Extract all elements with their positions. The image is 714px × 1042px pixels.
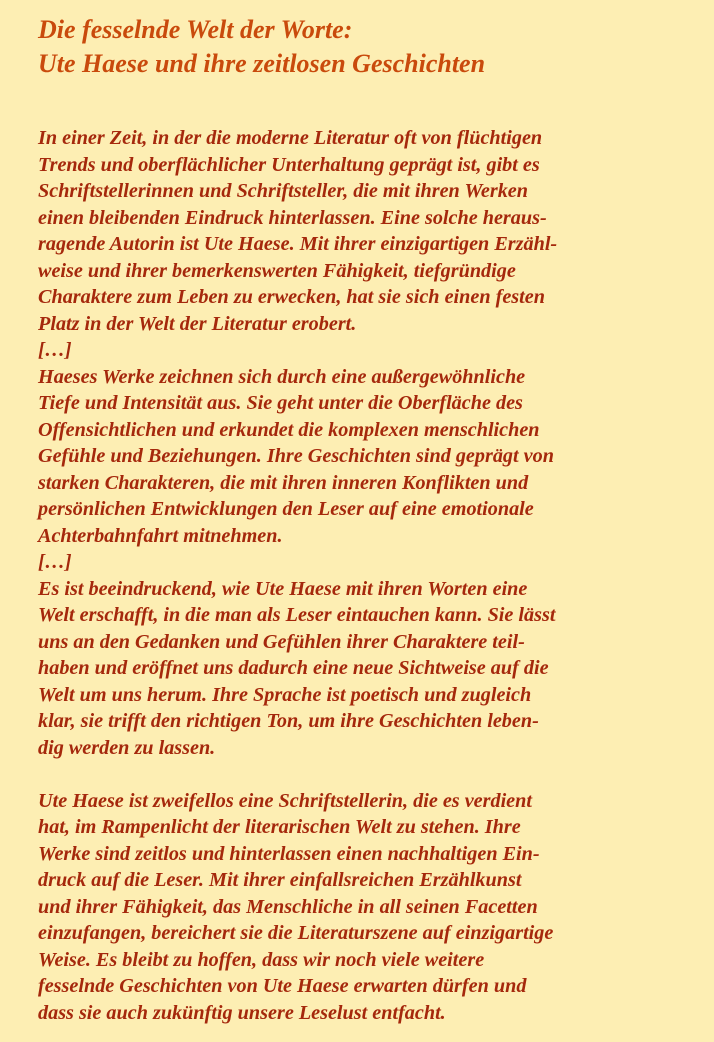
text-line: uns an den Gedanken und Gefühlen ihrer Charaktere teil- xyxy=(38,630,525,653)
title-line-2: Ute Haese und ihre zeitlosen Geschichten xyxy=(38,49,486,78)
text-line: und ihrer Fähigkeit, das Menschliche in all seinen Facetten xyxy=(38,895,538,918)
text-line: Werke sind zeitlos und hinterlassen einen nachhaltigen Ein- xyxy=(38,842,540,865)
text-line: Haeses Werke zeichnen sich durch eine außergewöhnliche xyxy=(38,365,526,388)
paragraph xyxy=(38,576,686,762)
text-line: Es ist beeindruckend, wie Ute Haese mit ihren Worten eine xyxy=(38,577,528,600)
text-line: Offensichtlichen und erkundet die komplexen menschlichen xyxy=(38,418,540,441)
text-line: Charaktere zum Leben zu erwecken, hat sie sich einen festen xyxy=(38,286,545,308)
text-line: klar, sie trifft den richtigen Ton, um ihre Geschichten leben- xyxy=(38,710,539,732)
text-line: starken Charakteren, die mit ihren inneren Konflikten und xyxy=(38,471,529,494)
text-line: haben und eröffnet uns dadurch eine neue Sichtweise auf die xyxy=(38,657,549,679)
text-line: Platz in der Welt der Literatur erobert. xyxy=(38,312,357,335)
ellipsis-marker xyxy=(38,337,686,364)
text-line: einen bleibenden Eindruck hinterlassen. Eine solche heraus- xyxy=(38,206,547,229)
text-line: dig werden zu lassen. xyxy=(38,736,216,759)
text-line: Ute Haese ist zweifellos eine Schriftstellerin, die es verdient xyxy=(38,789,532,812)
text-line: […] xyxy=(38,339,72,361)
page-title xyxy=(38,13,686,81)
text-line: dass sie auch zukünftig unsere Leselust entfacht. xyxy=(38,1001,446,1024)
text-line: weise und ihrer bemerkenswerten Fähigkeit, tiefgründige xyxy=(38,259,516,282)
text-line: In einer Zeit, in der die moderne Literatur oft von flüchtigen xyxy=(38,127,543,149)
text-line: einzufangen, bereichert sie die Literaturszene auf einzigartige xyxy=(38,922,554,944)
text-line: hat, im Rampenlicht der literarischen Welt zu stehen. Ihre xyxy=(38,816,521,838)
paragraph xyxy=(38,788,686,1027)
text-line: Welt um uns herum. Ihre Sprache ist poetisch und zugleich xyxy=(38,683,532,706)
text-line: […] xyxy=(38,551,72,573)
text-line: Weise. Es bleibt zu hoffen, dass wir noch viele weitere xyxy=(38,948,485,971)
text-line: Achterbahnfahrt mitnehmen. xyxy=(38,524,283,547)
paragraph-gap xyxy=(38,761,686,788)
article-body xyxy=(38,125,686,1026)
ellipsis-marker xyxy=(38,549,686,576)
text-line: ragende Autorin ist Ute Haese. Mit ihrer einzigartigen Erzähl- xyxy=(38,233,558,255)
paragraph xyxy=(38,125,686,337)
text-line: Tiefe und Intensität aus. Sie geht unter die Oberfläche des xyxy=(38,392,523,414)
paragraph xyxy=(38,364,686,550)
text-line: persönlichen Entwicklungen den Leser auf eine emotionale xyxy=(38,498,534,520)
text-line: Schriftstellerinnen und Schriftsteller, die mit ihren Werken xyxy=(38,180,528,202)
title-line-1: Die fesselnde Welt der Worte: xyxy=(38,15,353,44)
text-line: Gefühle und Beziehungen. Ihre Geschichten sind geprägt von xyxy=(38,445,554,467)
text-line: druck auf die Leser. Mit ihrer einfallsreichen Erzählkunst xyxy=(38,869,522,891)
text-line: fesselnde Geschichten von Ute Haese erwarten dürfen und xyxy=(38,975,527,997)
text-line: Trends und oberflächlicher Unterhaltung geprägt ist, gibt es xyxy=(38,153,540,176)
text-line: Welt erschafft, in die man als Leser eintauchen kann. Sie lässt xyxy=(38,604,556,626)
